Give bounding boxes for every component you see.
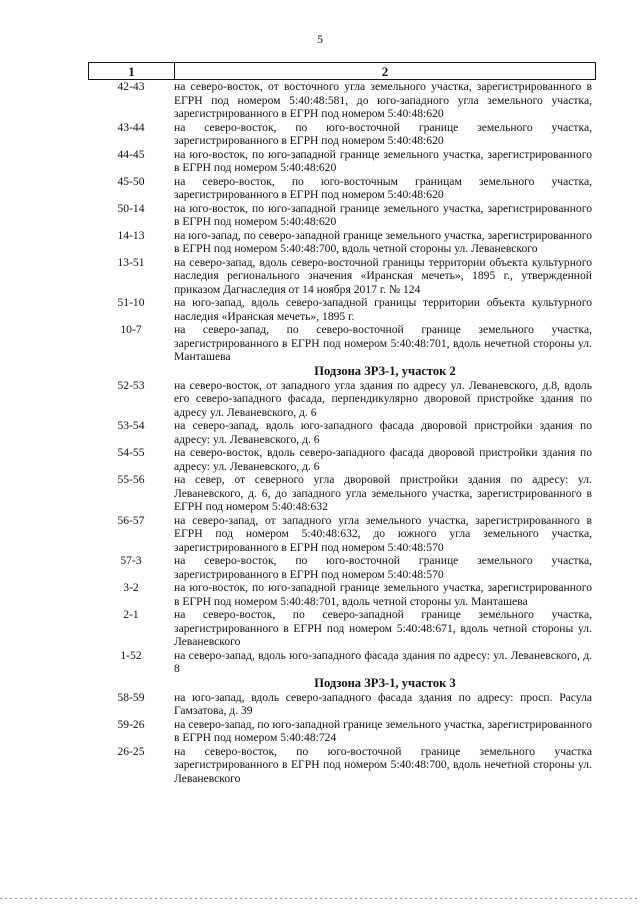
segment-number: 1-52: [120, 648, 142, 662]
segment-number: 2-1: [123, 608, 139, 621]
segment-number: 52-53: [117, 378, 145, 392]
segment-number: 53-54: [117, 419, 145, 432]
segment-description: на юго-запад, вдоль северо-западной границы территории объекта культурного наследия «Иранская мечеть», 1895 г.: [174, 296, 592, 323]
table-row: [88, 745, 596, 786]
table-row: [88, 379, 596, 420]
segment-description: на северо-восток, по юго-восточным границам земельного участка, зарегистрированного в ЕГРН под номером 5:40:48:620: [174, 174, 592, 201]
table-row: [88, 229, 596, 256]
table-header-col-2: 2: [381, 64, 389, 79]
page-number: 5: [317, 32, 323, 46]
table-row: [88, 581, 596, 608]
subzone-heading: Подзона ЗРЗ-1, участок 2: [314, 363, 456, 378]
segment-number: 55-56: [117, 473, 145, 486]
segment-description: на северо-запад, вдоль юго-западного фасада здания по адресу: ул. Леваневского, д. 8: [174, 648, 592, 675]
segment-description: на северо-восток, вдоль северо-западного фасада дворовой пристройки здания по адресу: ул. Леваневского, д. 6: [174, 446, 592, 473]
segment-number: 59-26: [117, 717, 145, 731]
segment-description: на юго-запад, вдоль северо-западного фасада здания по адресу: просп. Расула Гамзатова, д. 39: [174, 690, 592, 717]
table-header: [88, 62, 596, 80]
table-row: [88, 202, 596, 229]
segment-description: на северо-запад, от западного угла земельного участка, зарегистрированного в ЕГРН под номером 5:40:48:632, до южного угла земельного участка, зарегистрированного в ЕГРН под номером 5:40:48:570: [174, 513, 592, 554]
table-row: [88, 649, 596, 676]
table-header-col-1: 1: [89, 63, 175, 79]
segment-description: на север, от северного угла дворовой пристройки здания по адресу: ул. Леваневского, д. 6, до западного угла земельного участка, зарегистрированного в ЕГРН под номером 5:40:48:632: [174, 473, 592, 513]
table-row: [88, 256, 596, 297]
segment-number: 14-13: [117, 228, 145, 242]
segment-description: на северо-восток, от восточного угла земельного участка, зарегистрированного в ЕГРН под номером 5:40:48:581, до юго-западного угла земельного участка, зарегистрированного в ЕГРН под номером 5:40:48:620: [174, 80, 592, 120]
table-row: [88, 419, 596, 446]
table-row: [88, 514, 596, 555]
table-row: [88, 296, 596, 323]
segment-number: 42-43: [117, 80, 145, 93]
segment-number: 54-55: [117, 446, 145, 459]
table-row: [88, 148, 596, 175]
segment-description: на юго-восток, по юго-западной границе земельного участка, зарегистрированного в ЕГРН под номером 5:40:48:620: [174, 147, 592, 174]
table-row: [88, 554, 596, 581]
segment-description: на северо-восток, по юго-восточной границе земельного участка зарегистрированного в ЕГРН под номером 5:40:48:700, вдоль нечетной стороны ул. Леваневского: [174, 744, 592, 785]
segment-number: 26-25: [117, 744, 145, 758]
segment-number: 44-45: [117, 147, 145, 161]
table-row: [88, 473, 596, 514]
subzone-heading: Подзона ЗРЗ-1, участок 3: [314, 675, 456, 690]
table-row: [88, 691, 596, 718]
table-body: [88, 80, 596, 785]
segment-number: 13-51: [117, 255, 145, 269]
segment-number: 43-44: [117, 120, 145, 134]
segment-description: на юго-запад, по северо-западной границе земельного участка, зарегистрированного в ЕГРН под номером 5:40:48:700, вдоль четной стороны ул. Леваневского: [174, 228, 592, 255]
segment-number: 57-3: [120, 554, 142, 567]
segment-description: на северо-запад, вдоль юго-западного фасада дворовой пристройки здания по адресу: ул. Леваневского, д. 6: [174, 419, 592, 446]
table-row: [88, 121, 596, 148]
table-row: [88, 718, 596, 745]
table-row: [88, 323, 596, 364]
segment-description: на юго-восток, по юго-западной границе земельного участка, зарегистрированного в ЕГРН под номером 5:40:48:620: [174, 201, 592, 228]
segment-description: на северо-восток, от западного угла здания по адресу ул. Леваневского, д.8, вдоль его северо-западного фасада, перпендикулярно дворовой пристройке здания по адресу ул. Леваневского, д. 6: [174, 378, 592, 419]
segment-number: 3-2: [123, 581, 139, 594]
segment-number: 51-10: [117, 296, 145, 309]
table-row: [88, 608, 596, 649]
segment-description: на северо-восток, по юго-восточной границе земельного участка, зарегистрированного в ЕГРН под номером 5:40:48:570: [174, 554, 592, 581]
scan-edge-divider: [0, 898, 640, 899]
segment-description: на юго-восток, по юго-западной границе земельного участка, зарегистрированного в ЕГРН под номером 5:40:48:701, вдоль четной стороны ул. Манташева: [174, 581, 592, 608]
segment-number: 56-57: [117, 513, 145, 527]
segment-description: на северо-восток, по северо-западной границе земельного участка, зарегистрированного в ЕГРН под номером 5:40:48:671, вдоль четной стороны ул. Леваневского: [174, 608, 592, 648]
segment-description: на северо-запад, вдоль северо-восточной границы территории объекта культурного наследия регионального значения «Иранская мечеть», 1895 г., утвержденной приказом Дагнаследия от 14 ноября 2017 г. № 124: [174, 255, 592, 296]
table-row: [88, 80, 596, 121]
segment-description: на северо-запад, по северо-восточной границе земельного участка, зарегистрированного в ЕГРН под номером 5:40:48:701, вдоль нечетной стороны ул. Манташева: [174, 323, 592, 363]
segment-description: на северо-восток, по юго-восточной границе земельного участка, зарегистрированного в ЕГРН под номером 5:40:48:620: [174, 120, 592, 147]
table-row: [88, 175, 596, 202]
segment-number: 50-14: [117, 201, 145, 215]
segment-description: на северо-запад, по юго-западной границе земельного участка, зарегистрированного в ЕГРН под номером 5:40:48:724: [174, 717, 592, 744]
segment-number: 10-7: [120, 323, 142, 336]
segment-number: 58-59: [117, 690, 145, 704]
table-row: [88, 446, 596, 473]
segment-number: 45-50: [117, 174, 145, 188]
